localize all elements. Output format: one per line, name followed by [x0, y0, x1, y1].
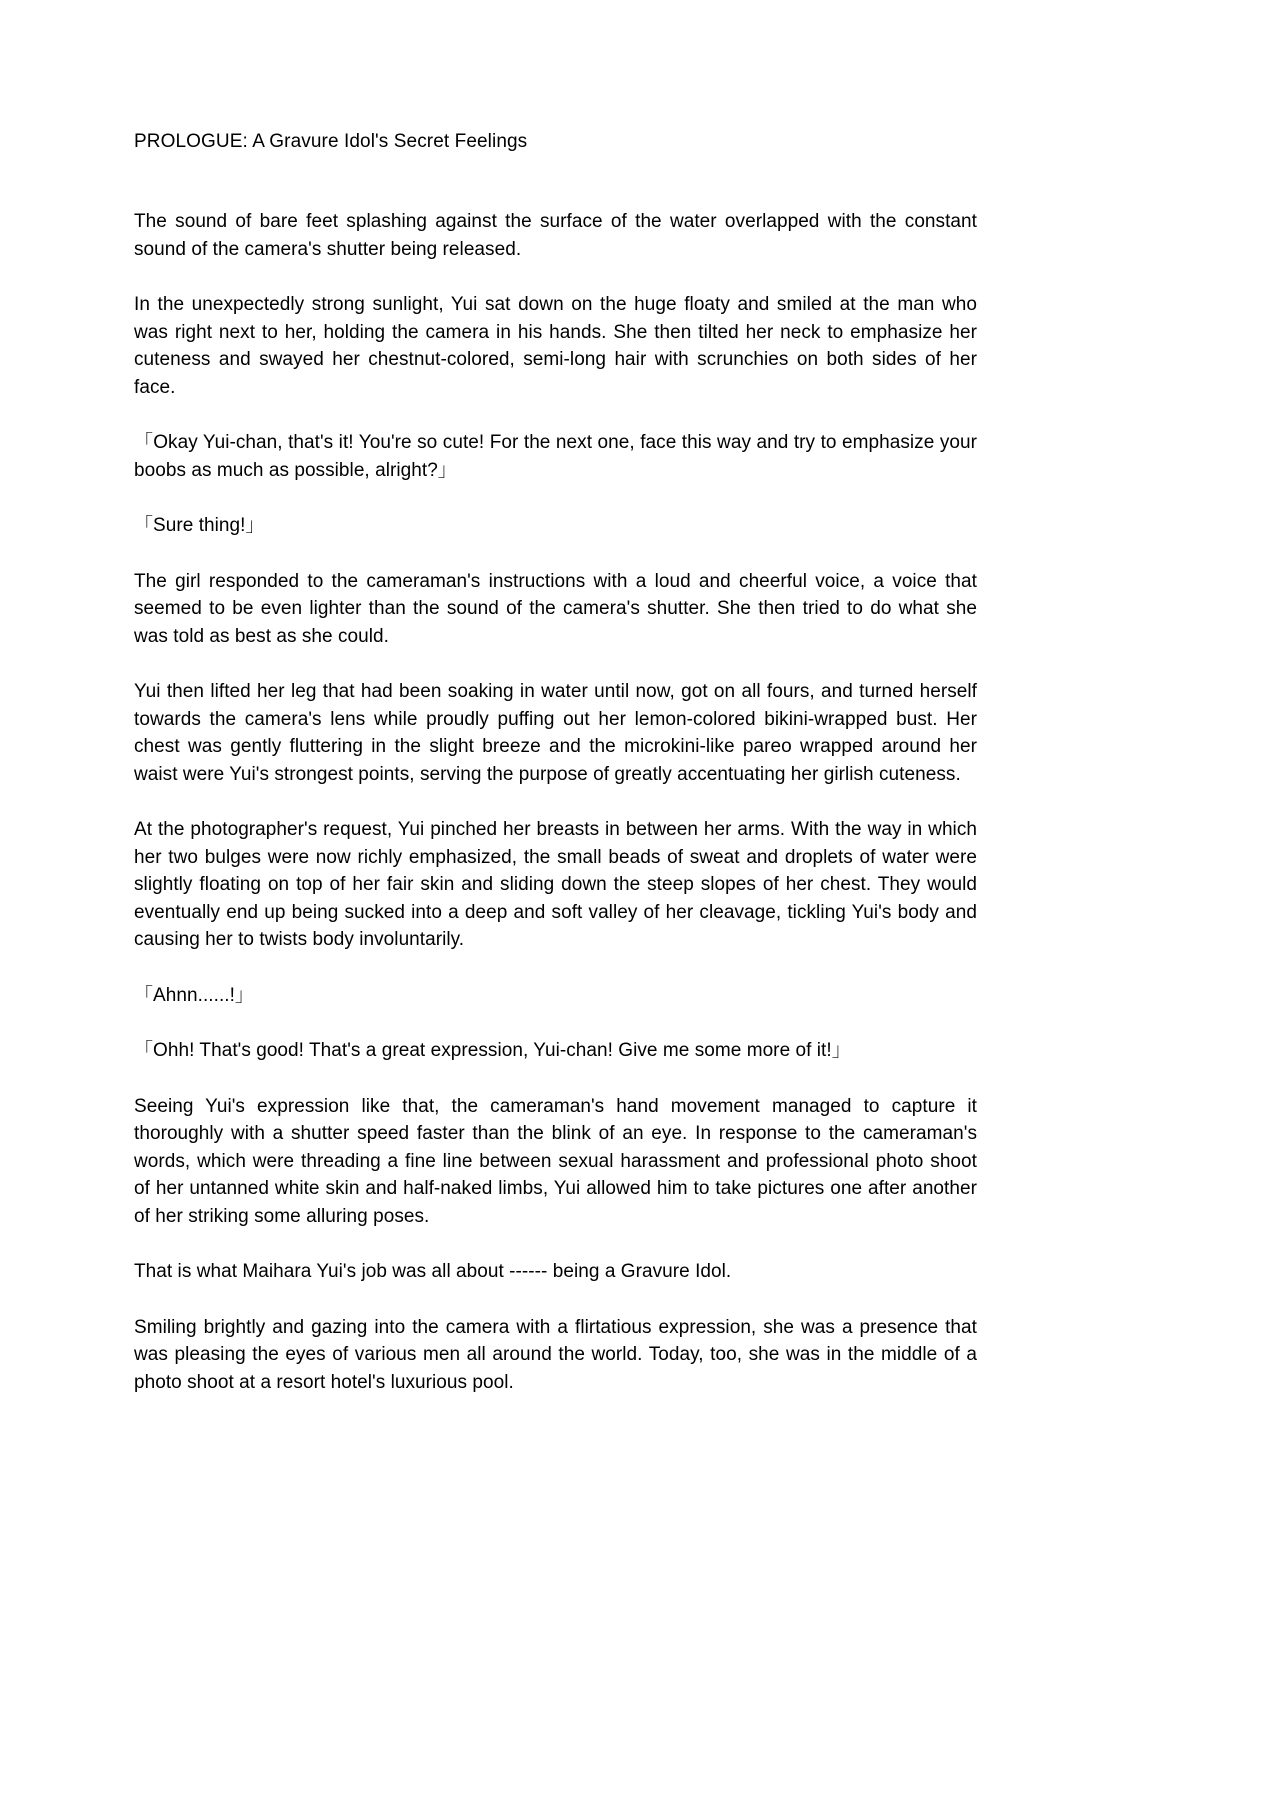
paragraph-narration: The girl responded to the cameraman's instructions with a loud and cheerful voice, a voice that seemed to be even lighter than the sound of the camera's shutter. She then tried to do what she was told as best as she could. [134, 570, 977, 647]
paragraph-narration: In the unexpectedly strong sunlight, Yui sat down on the huge floaty and smiled at the man who was right next to her, holding the camera in his hands. She then tilted her neck to emphasize her cuteness and swayed her chestnut-colored, semi-long hair with scrunchies on both sides of her face. [134, 294, 977, 398]
paragraph-dialogue: 「Ahnn......!」 [134, 984, 254, 1006]
paragraph-dialogue: 「Okay Yui-chan, that's it! You're so cute! For the next one, face this way and try to emphasize your boobs as much as possible, alright?」 [134, 432, 977, 481]
title-spacer [134, 155, 977, 208]
paragraph-dialogue: 「Sure thing!」 [134, 515, 265, 536]
paragraph-narration: That is what Maihara Yui's job was all about ------ being a Gravure Idol. [134, 1261, 732, 1282]
page-title: PROLOGUE: A Gravure Idol's Secret Feelings [134, 131, 528, 152]
paragraph-narration: Seeing Yui's expression like that, the cameraman's hand movement managed to capture it thoroughly with a shutter speed faster than the blink of an eye. In response to the cameraman's words, which were threading a fine line between sexual harassment and professional photo shoot of her untanned white skin and half-naked limbs, Yui allowed him to take pictures one after another of her striking some alluring poses. [134, 1095, 977, 1227]
paragraph-narration: The sound of bare feet splashing against the surface of the water overlapped with the constant sound of the camera's shutter being released. [134, 211, 977, 260]
paragraph-narration: Smiling brightly and gazing into the camera with a flirtatious expression, she was a presence that was pleasing the eyes of various men all around the world. Today, too, she was in the middle of a photo shoot at a resort hotel's luxurious pool. [134, 1316, 977, 1393]
document-body [134, 128, 977, 1396]
paragraph-narration: At the photographer's request, Yui pinched her breasts in between her arms. With the way in which her two bulges were now richly emphasized, the small beads of sweat and droplets of water were slightly floating on top of her fair skin and sliding down the steep slopes of her chest. They would eventually end up being sucked into a deep and soft valley of her cleavage, tickling Yui's body and causing her to twists body involuntarily. [134, 819, 977, 950]
paragraph-narration: Yui then lifted her leg that had been soaking in water until now, got on all fours, and turned herself towards the camera's lens while proudly puffing out her lemon-colored bikini-wrapped bust. Her chest was gently fluttering in the slight breeze and the microkini-like pareo wrapped around her waist were Yui's strongest points, serving the purpose of greatly accentuating her girlish cuteness. [134, 681, 977, 785]
paragraph-dialogue: 「Ohh! That's good! That's a great expression, Yui-chan! Give me some more of it!」 [134, 1040, 851, 1061]
